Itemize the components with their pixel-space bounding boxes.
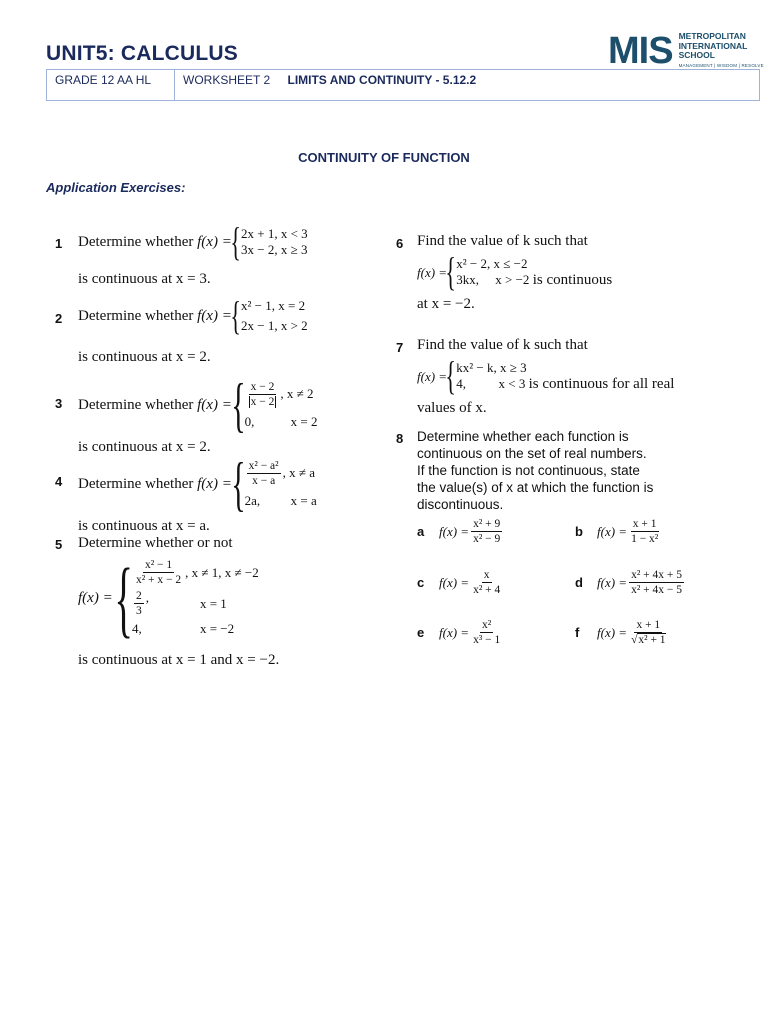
condition: x = −2: [199, 621, 235, 636]
q8-line: Determine whether each function is: [417, 429, 629, 444]
numerator: x − 2: [250, 380, 275, 393]
q5-lead: Determine whether or not: [78, 535, 233, 551]
question-number: 1: [55, 236, 63, 251]
q1-fx: f(x) =: [197, 233, 232, 250]
q7-lead: Find the value of k such that: [417, 337, 588, 353]
q1-cases: [241, 226, 308, 258]
question-4: [78, 451, 317, 536]
part-fx: f(x) =: [597, 624, 628, 640]
q8-part-b: [575, 518, 662, 545]
logo-line: METROPOLITAN: [678, 31, 746, 41]
question-3: [78, 372, 318, 457]
case-value: 0,: [244, 413, 255, 429]
part-fx: f(x) =: [439, 624, 470, 640]
logo-subline: MANAGEMENT | WISDOM | RESOLVE: [678, 62, 764, 68]
denominator: x² + 4: [473, 584, 501, 596]
q2-lead: Determine whether: [78, 307, 194, 324]
brace-icon: {: [445, 353, 456, 398]
fraction: [247, 381, 279, 408]
numerator: x² − 1: [144, 559, 173, 571]
part-fx: f(x) =: [597, 574, 628, 590]
fraction: [247, 460, 281, 487]
numerator: x²: [482, 619, 492, 631]
q7-mid: is continuous for all real: [528, 376, 675, 392]
q5-tail: is continuous at x = 1 and x = −2.: [78, 652, 280, 668]
q1-lead: Determine whether: [78, 233, 194, 250]
q7-tail: values of x.: [417, 400, 487, 416]
header-table: [46, 69, 760, 101]
section-title: CONTINUITY OF FUNCTION: [298, 150, 470, 165]
denominator: x² − 9: [473, 533, 501, 545]
logo-text: [679, 32, 764, 70]
case-line: x² − 1, x = 2: [241, 298, 306, 313]
brace-icon: {: [231, 451, 246, 517]
sqrt-icon: √: [631, 634, 638, 646]
q8-part-a: [417, 518, 504, 545]
condition: x = 2: [290, 413, 318, 429]
case-line: 4, x < 3: [456, 376, 526, 391]
numerator: x + 1: [632, 518, 657, 530]
denominator: x − a: [252, 474, 276, 487]
logo-line: SCHOOL: [678, 50, 715, 60]
numerator: x + 1: [636, 619, 661, 631]
fraction: [471, 619, 502, 646]
logo-line: INTERNATIONAL: [678, 40, 748, 51]
numerator: x² + 4x + 5: [631, 569, 682, 581]
fraction: [629, 518, 660, 545]
logo-mark: MIS: [608, 30, 673, 72]
case-line: 3kx, x > −2: [456, 272, 530, 287]
question-number: 5: [55, 537, 63, 552]
denominator: 1 − x²: [631, 533, 659, 545]
q6-tail: at x = −2.: [417, 296, 475, 312]
part-label: e: [417, 625, 425, 640]
fraction: [629, 569, 684, 596]
q7-fx: f(x) =: [417, 368, 448, 384]
q8-line: continuous on the set of real numbers.: [417, 446, 647, 461]
question-2: [78, 293, 308, 367]
q4-cases: [245, 460, 317, 509]
brace-icon: {: [114, 550, 133, 646]
case-line: x² − 2, x ≤ −2: [456, 256, 528, 271]
fraction: [134, 590, 144, 617]
brace-icon: {: [445, 249, 456, 294]
school-logo: [608, 30, 764, 72]
numerator: x: [483, 569, 490, 581]
question-1: [78, 219, 308, 289]
q5-fx: f(x) =: [78, 589, 113, 606]
q2-tail: is continuous at x = 2.: [78, 349, 211, 365]
grade-cell: GRADE 12 AA HL: [47, 70, 175, 100]
q5-cases: $\frac{\text{x² − 1}}{\text{x² + x − 2}}$ , x ≠ 1, x ≠ −2 $\frac{2}{3}$ , x = 1 4, x = −2: [131, 559, 259, 636]
q8-line: the value(s) of x at which the function is: [417, 480, 654, 495]
part-label: f: [575, 625, 580, 640]
fraction: [471, 518, 502, 545]
condition: x = a: [290, 492, 317, 508]
q8-line: If the function is not continuous, state: [417, 463, 640, 478]
question-6: [417, 232, 612, 314]
q6-mid: is continuous: [532, 272, 613, 288]
q3-tail: is continuous at x = 2.: [78, 439, 211, 455]
case-line: 2x + 1, x < 3: [241, 226, 308, 241]
brace-icon: {: [231, 372, 246, 438]
part-label: b: [575, 524, 583, 539]
condition: , x ≠ 2: [280, 386, 314, 401]
q8-part-f: [575, 619, 670, 646]
numerator: x² + 9: [473, 518, 501, 530]
topic-label: LIMITS AND CONTINUITY - 5.12.2: [287, 73, 477, 87]
case-line: 2x − 1, x > 2: [241, 318, 308, 333]
question-number: 8: [396, 431, 404, 446]
question-number: 3: [55, 396, 63, 411]
q8-part-d: [575, 569, 686, 596]
q8-part-c: [417, 569, 504, 596]
denominator: 3: [135, 605, 142, 617]
condition: , x ≠ a: [282, 465, 316, 480]
unit-title: UNIT5: CALCULUS: [46, 42, 238, 65]
question-number: 6: [396, 236, 404, 251]
question-5: [78, 534, 279, 670]
question-number: 7: [396, 340, 404, 355]
q2-fx: f(x) =: [197, 307, 232, 324]
brace-icon: {: [230, 219, 241, 264]
part-fx: f(x) =: [439, 574, 470, 590]
subheading: Application Exercises:: [46, 180, 186, 195]
fraction: [471, 569, 502, 596]
q3-fx: f(x) =: [197, 396, 232, 413]
case-value: 4,: [131, 621, 142, 636]
brace-icon: {: [230, 293, 241, 338]
part-label: a: [417, 524, 425, 539]
q7-cases: [456, 360, 674, 392]
numerator: 2: [135, 590, 142, 602]
denominator: x² + 4x − 5: [631, 584, 682, 596]
q6-fx: f(x) =: [417, 264, 448, 280]
q4-tail: is continuous at x = a.: [78, 518, 210, 534]
q1-tail: is continuous at x = 3.: [78, 271, 211, 287]
part-fx: f(x) =: [597, 523, 628, 539]
fraction: [134, 559, 183, 586]
question-8: [417, 428, 653, 513]
q3-lead: Determine whether: [78, 396, 194, 413]
part-label: c: [417, 575, 425, 590]
q6-cases: [456, 256, 612, 288]
denominator: x² + x − 2: [135, 574, 182, 586]
q4-fx: f(x) =: [197, 475, 232, 492]
case-line: kx² − k, x ≥ 3: [456, 360, 527, 375]
denominator: x² + 1: [638, 634, 666, 646]
fraction: [629, 619, 668, 646]
condition: x = 1: [199, 595, 227, 611]
condition: , x ≠ 1, x ≠ −2: [185, 564, 259, 580]
worksheet-cell: [175, 70, 759, 100]
part-fx: f(x) =: [439, 523, 470, 539]
worksheet-label: WORKSHEET 2: [183, 73, 271, 87]
case-line: 3x − 2, x ≥ 3: [241, 242, 308, 257]
numerator: x² − a²: [248, 459, 279, 472]
q8-part-e: [417, 619, 504, 646]
question-number: 2: [55, 311, 63, 326]
denominator: x − 2: [250, 395, 275, 408]
question-number: 4: [55, 474, 63, 489]
part-label: d: [575, 575, 583, 590]
case-value: 2a,: [244, 492, 261, 508]
denominator: x³ − 1: [473, 634, 501, 646]
question-7: [417, 336, 674, 418]
q4-lead: Determine whether: [78, 475, 194, 492]
q6-lead: Find the value of k such that: [417, 233, 588, 249]
q3-cases: [245, 381, 318, 430]
q8-line: discontinuous.: [417, 497, 504, 512]
q2-cases: [241, 296, 308, 336]
